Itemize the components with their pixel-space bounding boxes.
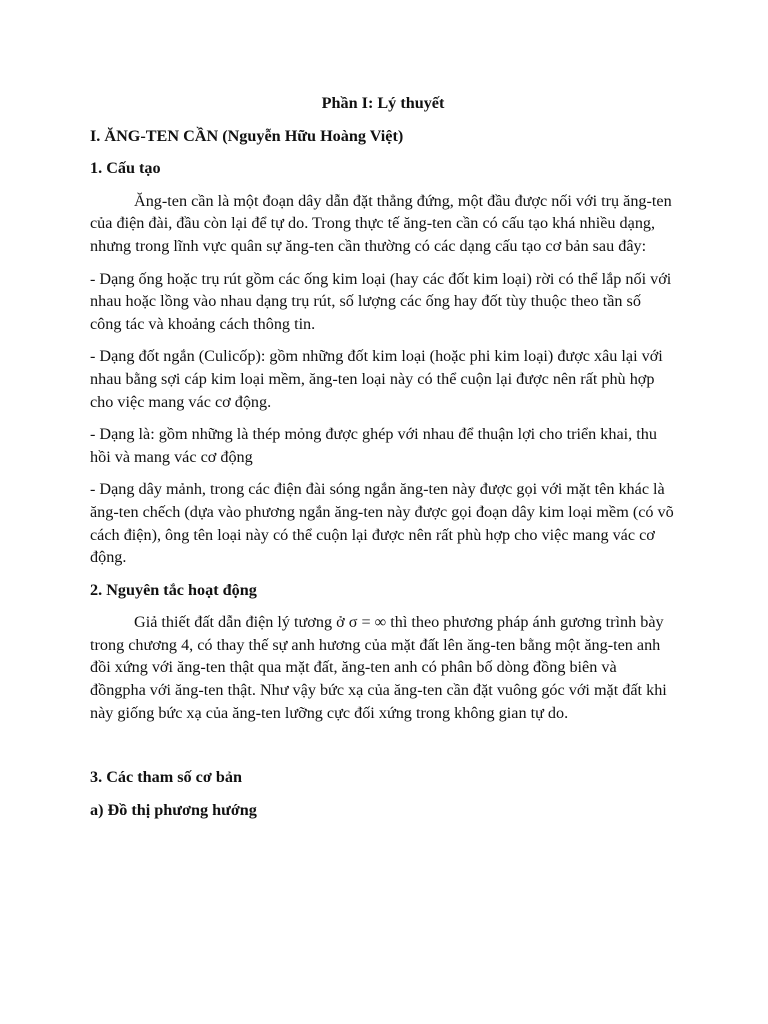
intro-paragraph: Ăng-ten cần là một đoạn dây dẫn đặt thẳng đứng, một đầu được nối với trụ ăng-ten của điện đài, đầu còn lại để tự do. Trong thực tế ăng-ten cần có cấu tạo khá nhiều dạng, nhưng trong lĩnh vực quân sự ăng-ten cần thường có các dạng cấu tạo cơ bản sau đây: <box>90 191 672 255</box>
bullet-paragraph: - Dạng ống hoặc trụ rút gồm các ống kim loại (hay các đốt kim loại) rời có thể lắp nối với nhau hoặc lồng vào nhau dạng trụ rút, số lượng các ống hay đốt tùy thuộc theo tần số công tác và khoảng cách thông tin. <box>90 269 672 333</box>
bullet-paragraph: - Dạng đốt ngắn (Culicốp): gồm những đốt kim loại (hoặc phi kim loại) được xâu lại với nhau bằng sợi cáp kim loại mềm, ăng-ten loại này có thể cuộn lại được nên rất phù hợp cho việc mang vác cơ động. <box>90 347 663 411</box>
paragraph-spacer <box>90 734 676 766</box>
document-body <box>90 92 676 831</box>
section-heading: I. ĂNG-TEN CẦN (Nguyễn Hữu Hoàng Việt) <box>90 126 404 145</box>
subsection-heading-radiation-pattern: a) Đồ thị phương hướng <box>90 800 257 819</box>
bullet-paragraph: - Dạng là: gồm những là thép mỏng được ghép với nhau để thuận lợi cho triển khai, thu hồi và mang vác cơ động <box>90 425 657 466</box>
subsection-heading-structure: 1. Cấu tạo <box>90 159 161 178</box>
principle-paragraph: Giả thiết đất dẫn điện lý tương ở σ = ∞ thì theo phương pháp ánh gương trình bày trong chương 4, có thay thế sự anh hương của mặt đất lên ăng-ten bằng một ăng-ten anh đồi xứng với ăng-ten thật qua mặt đất, ăng-ten anh có phân bố dòng đồng biên và đồngpha với ăng-ten thật. Như vậy bức xạ của ăng-ten cần đặt vuông góc với mặt đất khi này giống bức xạ của ăng-ten lưỡng cực đối xứng trong không gian tự do. <box>90 613 667 722</box>
subsection-heading-parameters: 3. Các tham số cơ bản <box>90 768 242 787</box>
subsection-heading-principle: 2. Nguyên tắc hoạt động <box>90 580 257 599</box>
page-title: Phần I: Lý thuyết <box>321 94 445 112</box>
bullet-paragraph: - Dạng dây mảnh, trong các điện đài sóng ngắn ăng-ten này được gọi với mặt tên khác là ăng-ten chếch (dựa vào phương ngắn ăng-ten này được gọi đoạn dây kim loại mềm (có võ cách điện), ông tên loại này có thể cuộn lại được nên rất phù hợp cho việc mang vác cơ động. <box>90 480 674 567</box>
